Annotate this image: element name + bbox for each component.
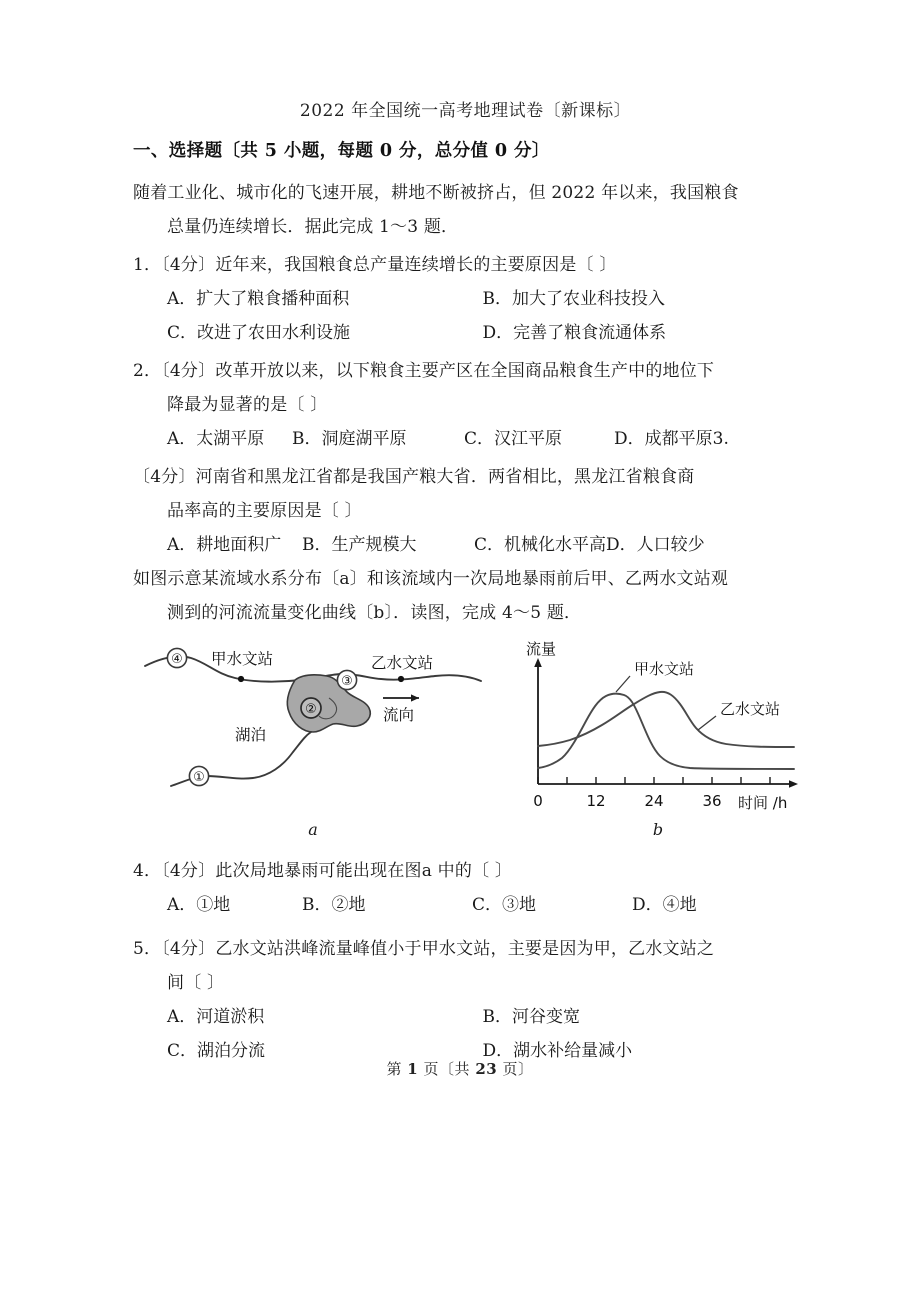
footer-page-number: 1 [407, 1060, 419, 1078]
question-5-number: 5． [133, 939, 162, 959]
question-5-option-b[interactable]: B．河谷变宽 [482, 1007, 580, 1027]
question-4-option-b[interactable]: B．②地 [302, 895, 366, 915]
marker-1-label: ① [193, 770, 205, 785]
question-3 [133, 460, 798, 562]
figure-a-watershed-map [143, 636, 483, 839]
footer-total-pages: 23 [475, 1060, 498, 1078]
x-tick-label-24: 24 [644, 792, 664, 810]
question-1-stem [133, 248, 798, 282]
question-3-option-a[interactable]: A．耕地面积广 [167, 535, 282, 555]
figure-b-hydrograph-chart [498, 636, 818, 839]
question-5-options-row-1 [133, 1000, 798, 1034]
y-axis-label: 流量 [526, 640, 557, 658]
question-1-option-d[interactable]: D．完善了粮食流通体系 [482, 323, 667, 343]
question-5-stem-line-1 [133, 932, 798, 966]
question-4-stem [133, 854, 798, 888]
intro-passage-2-line-2: 测到的河流流量变化曲线〔b〕．读图，完成 4～5 题． [167, 603, 582, 623]
intro-passage-1-line-1: 随着工业化、城市化的飞速开展，耕地不断被挤占，但 2022 年以来，我国粮食 [133, 183, 739, 203]
question-2-number: 2． [133, 361, 162, 381]
x-axis-label: 时间 /h [738, 794, 788, 812]
question-3-stem-line-1 [133, 460, 798, 494]
figure-a-svg [143, 636, 483, 816]
series-yi-label: 乙水文站 [720, 700, 781, 718]
question-4-option-d[interactable]: D．④地 [632, 895, 697, 915]
marker-2-label: ② [305, 702, 317, 717]
question-2-stem-text-1: 〔4分〕改革开放以来，以下粮食主要产区在全国商品粮食生产中的地位下 [161, 361, 715, 381]
question-2-option-d[interactable]: D．成都平原3. [614, 429, 729, 449]
y-axis-arrow [534, 658, 542, 667]
question-3-stem-text-1: 〔4分〕河南省和黑龙江省都是我国产粮大省．两省相比，黑龙江省粮食商 [133, 467, 695, 487]
page-title: 2022 年全国统一高考地理试卷〔新课标〕 [299, 101, 632, 121]
footer-suffix: 页〕 [502, 1060, 534, 1078]
marker-4-label: ④ [171, 652, 183, 667]
question-2 [133, 354, 798, 456]
question-2-option-a[interactable]: A．太湖平原 [167, 429, 265, 449]
question-4-option-a[interactable]: A．①地 [167, 895, 231, 915]
figures-container [133, 636, 798, 839]
question-1-option-b[interactable]: B．加大了农业科技投入 [482, 289, 665, 309]
figure-b-caption: b [652, 820, 664, 839]
question-5-stem-line-2: 间〔 〕 [167, 973, 225, 993]
question-5-option-c[interactable]: C．湖泊分流 [167, 1041, 266, 1061]
question-1-option-c[interactable]: C．改进了农田水利设施 [167, 323, 351, 343]
question-5 [133, 932, 798, 1068]
x-tick-label-36: 36 [702, 792, 722, 810]
x-tick-label-12: 12 [586, 792, 606, 810]
question-2-stem-line-1 [133, 354, 798, 388]
series-jia-leader-line [616, 676, 630, 692]
question-1-options-row-1 [133, 282, 798, 316]
marker-3-label: ③ [341, 674, 353, 689]
figure-a-caption: a [308, 820, 318, 839]
question-4-number: 4． [133, 861, 162, 881]
footer-middle: 页〔共 [423, 1060, 471, 1078]
question-4-option-c[interactable]: C．③地 [472, 895, 537, 915]
question-1-option-a[interactable]: A．扩大了粮食播种面积 [167, 289, 350, 309]
station-jia-label: 甲水文站 [211, 650, 274, 668]
question-1 [133, 248, 798, 350]
question-4 [133, 854, 798, 922]
lake-label: 湖泊 [235, 726, 267, 744]
question-2-option-b[interactable]: B．洞庭湖平原 [292, 429, 407, 449]
section-heading: 一、选择题〔共 5 小题，每题 0 分，总分值 0 分〕 [133, 141, 550, 161]
series-yi-leader-line [698, 716, 716, 730]
question-1-stem-text: 〔4分〕近年来，我国粮食总产量连续增长的主要原因是〔 〕 [161, 255, 617, 275]
question-5-stem-text-1: 〔4分〕乙水文站洪峰流量峰值小于甲水文站，主要是因为甲，乙水文站之 [161, 939, 715, 959]
x-axis-arrow [789, 780, 798, 788]
page-footer [0, 1058, 920, 1079]
question-3-option-b[interactable]: B．生产规模大 [302, 535, 417, 555]
question-3-options-row [133, 528, 798, 562]
question-2-option-c[interactable]: C．汉江平原 [464, 429, 563, 449]
intro-passage-2-line-1: 如图示意某流域水系分布〔a〕和该流域内一次局地暴雨前后甲、乙两水文站观 [133, 569, 729, 589]
question-2-options-row [133, 422, 798, 456]
series-jia-label: 甲水文站 [634, 660, 695, 678]
question-5-option-d[interactable]: D．湖水补给量减小 [482, 1041, 633, 1061]
question-3-option-cd[interactable]: C．机械化水平高D．人口较少 [474, 535, 705, 555]
flow-arrow-head [411, 694, 419, 701]
station-jia-dot [238, 676, 244, 682]
question-2-stem-line-2: 降最为显著的是〔 〕 [167, 395, 328, 415]
footer-prefix: 第 [386, 1060, 403, 1078]
question-4-options-row [133, 888, 798, 922]
chart-svg [498, 636, 818, 816]
station-yi-dot [398, 676, 404, 682]
question-4-stem-text: 〔4分〕此次局地暴雨可能出现在图a 中的〔 〕 [161, 861, 513, 881]
question-5-option-a[interactable]: A．河道淤积 [167, 1007, 265, 1027]
question-1-number: 1． [133, 255, 162, 275]
page-content [133, 96, 798, 1068]
question-3-stem-line-2: 品率高的主要原因是〔 〕 [167, 501, 362, 521]
flow-direction-label: 流向 [383, 706, 415, 724]
intro-passage-1-line-2: 总量仍连续增长．据此完成 1～3 题． [167, 217, 459, 237]
station-yi-label: 乙水文站 [371, 654, 434, 672]
question-1-options-row-2 [133, 316, 798, 350]
x-tick-label-0: 0 [533, 792, 543, 810]
lake-shape [287, 675, 370, 732]
x-axis-ticks [538, 777, 770, 784]
